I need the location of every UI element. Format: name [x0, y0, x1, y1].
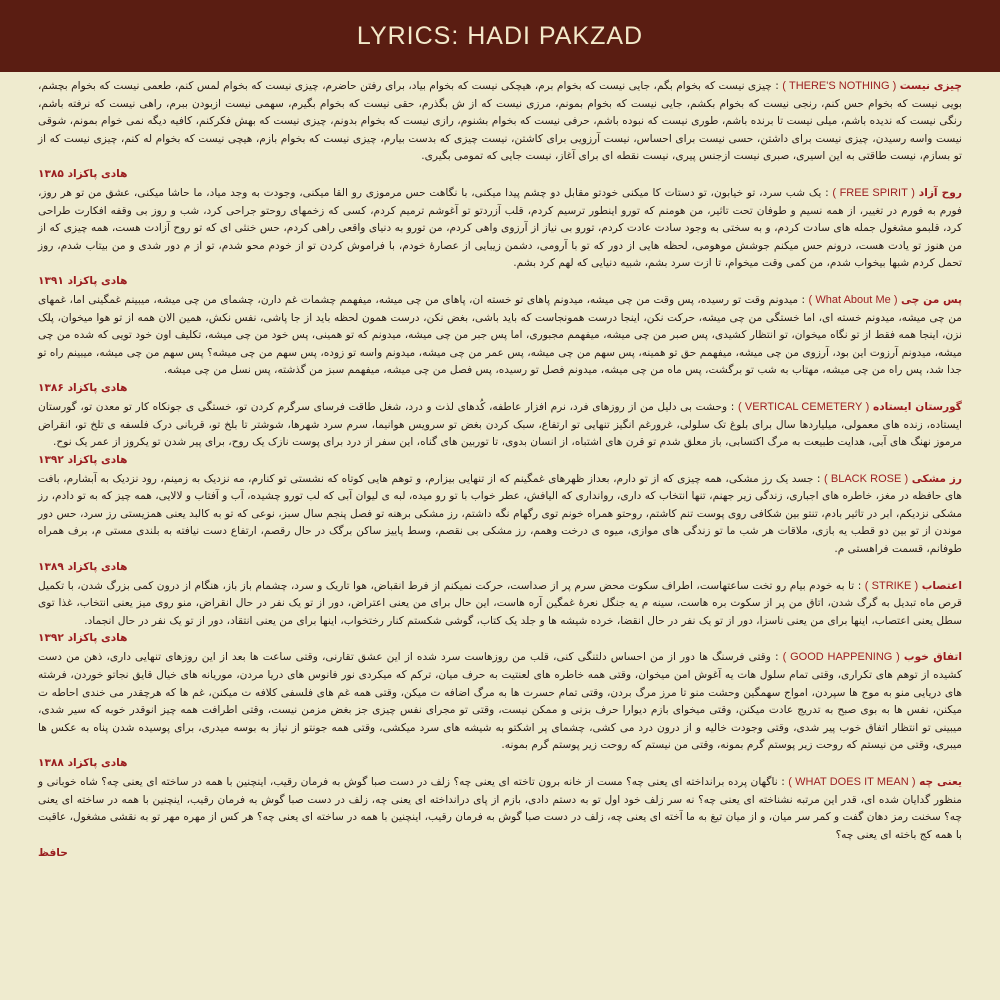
song-credit: هادی پاکزاد ۱۳۹۱ [38, 274, 128, 287]
song-text: گورستان ایستاده ( VERTICAL CEMETERY ) : وحشت بی دلیل من از روزهای فرد، نرم افزار عاطفه، کُدهای لذت و درد، شغل طاقت فرسای سرگرم کردن تو، خستگی ی جونکاه کار تو معدن تو، گورستان ایستاده، زنده های معمولی، میلیاردها سال برای بلوغ تک سلولی، غرورغم انگیز تنهایی تو ارتفاع، سبک کردن بغض تو سرویس هوانیما، سرم سرد شهرها، شوشتر تا بلخ تو، قربانی درک فلسفه ی تلخ تو، انقراض مرموز نهنگ های آبی، هدایت طبیعت به مرگ اکتسابی، باز معلق شدم تو قرن های اشتباه، از انسان بدوی، تا توربین های گناه، این سفر از درد برای پوست نازک یک روح، برای پیر شدن تو یکروز از عمر یک نوح. [38, 400, 962, 449]
song-text: اتفاق خوب ( GOOD HAPPENING ) : وقتی فرسنگ ها دور از من احساس دلتنگی کنی، قلب من روزهاست سرد شده از این عشق تقارنی، وقتی ساعت ها بعد از این روزهای تنهایی داری، ذهن من دست کشیده از توهم های تکراری، وقتی تمام سلول هات یه آغوش امن میخوان، وقتی همه خاطره های لعنتیت به حرف میان، ترکم که میکردی نور فانوس های دریا مردن، موریانه های خیال قایق نجاتو خوردن، فرشته های دریایی منو به موج ها سپردن، امواج سهمگین وحشت منو تا مرز مرگ بردن، وقتی تمام حسرت ها به مرگ اضافه ت میکن، وقتی همه غم های فلسفی کلافه ت میکنن، غم ها که هرچقدر می خندی احاطه ت میکنن، نفس ها به بوی صبح به تدریج عادت میکنن، وقتی میخوای بازم دیوارا حرف بزنی و ممکن نیست، وقتی تو مجرای نفس چیزی جز بغض مزمن نیست، وقتی اطرافت همه چیز انوقدر خوبه که سیر شدی، میبینی تو انتظار اتفاق خوب پیر شدی، وقتی وجودت خالیه و از درون درد می کشی، چشمای پر اشکتو به شیشه های سرد میکشی، وقتی همه جونتو از نیاز به بوسه میدری، برای پوسیده شدن پناه به عکس ها میبری، وقتی من نیستم که روحت زیر پوستم گرم بمونه، وقتی من نیستم که روحت زیر پوستم گرم بمونه. [38, 651, 962, 752]
song-title-en: ( STRIKE ) [864, 579, 919, 592]
lyrics-list [0, 72, 1000, 844]
song-credit: هادی پاکزاد ۱۳۸۶ [38, 381, 128, 394]
song-title-en: ( FREE SPIRIT ) [832, 186, 915, 199]
song-title-fa: رز مشکی [911, 472, 962, 485]
song-text: روح آزاد ( FREE SPIRIT ) : یک شب سرد، تو خیابون، تو دستات کا میکنی خودتو مقابل دو چشم پیدا میکنی، با نگاهت حس مرموزی رو القا میکنی، وجودت به وجد میاد، ما حاشا میکنی، عشق من تو هر روز، فورم به فورم در تغییر، از همه نسیم و طوفان تحت تاثیر، من هومنم که تورو اینطور ترسیم کردم، قلب آزردتو تو آغوشم ترمیم کردم، کسی که زخمهای روحتو جراحی کرد، شب و روز بی وقفه افکارت طراحی کرد، قلبمو مشغول جمله های سادت کردم، و به سختی به وجود سادت عادت کردم، تورو بی نیاز از آرزوی واهی کردم، من تورو به دنیای واقعی راهی کردم، حس خنثی ای که تو روح آزادت هست، همه چیزی که از من هنوز تو یادت هست، درونم حس میکنم جوشش موهومی، لحظه هایی از دور که تو با آرومی، دشمن زیبایی از عصارهٔ خودم، با فراموش کردن تو از خودم محو شدم، تو از م دور شدی و من بیتاب شدم، روز تحمل کردم شبها بیخواب شدم، من کمی وقت میخوام، تا ازت سرد بشم، شبیه دنیایی که لهم کرد بشم. [38, 186, 962, 270]
song-entry [38, 185, 962, 289]
song-text: چیزی نیست ( THERE'S NOTHING ) : چیزی نیست که بخوام بگم، جایی نیست که بخوام برم، هیچکی نیست که بخوام بیاد، برای رفتن حاضرم، چیزی نیست که بخوام لمس کنم، طعمی نیست که بخوام بچشم، بویی نیست که بخوام حس کنم، رنجی نیست که بخوام بکشم، جایی نیست که بخوام بمونم، مرزی نیست که از ش بگذرم، حقی نیست که بخوام بگیرم، سهمی نیست ازبودن ببرم، راهی نیست که نرفته باشم، رنگی نیست که ندیده باشم، میلی نیست تا برنده باشم، طوری نیست که نبوده باشم، حرفی نیست که بخوام بشنوم، رازی نیست که بخوام بدونم، چیزی نیست که بهش فکرکنم، کافیه دیگه نمی خوام بمونم، شوقی نیست واسه رسیدن، چیزی نیست برای داشتن، حسی نیست برای احساس، نیست آرزویی برای کاشتن، نیست چیزی که بدست بیارم، چیزی نیست که بخوام بازم، هیچی نیست که بخوام له کنم، چیزی نیست که از تو بسازم، نیست طاقتی به این اسیری، صبری نیست ازجنس پیری، نیست نقطه ای برای آغاز، نیست جایی که تمومی بگیری. [38, 80, 962, 163]
song-text: رز مشکی ( BLACK ROSE ) : جسد یک رز مشکی، همه چیزی که از تو دارم، بعداز ظهرهای غمگینم که از تنهایی بیزارم، و توهم هایی کوتاه که نشستی تو کنارم، مه نزدیک به زمینم، رود نزدیک به آبشارم، بافت های حافظه در مغز، خاطره های اجباری، زندگی زیر جهنم، تنها انتخاب که داری، روانداری که الیافش، عطر خواب با تو رو میده، لبه ی لیوان آبی که لب تورو چشیده، آب و آفتاب و لالایی، همه چیز که به تو دادم، رز مشکی نزدیکم، ابر در تاثیر بادم، تنتو بین شکافی روی پوست تنم کاشتم، روحتو همراه خونم توی رگهام نگه داشتم، رز مشکی برهنه تو فصل پنجم سال سبز، نوعی که تو به کالبد یعنی همزیستی رز سرد، حس دور موندن از تو بین دو قطب یه بازی، ملاقات هر شب ما تو زندگی های موازی، میوه ی درخت وهمم، رز مشکی بی نقصم، وسط پاییز ساکن برگک در حال رقصم، ارتفاع دست نیافته به بلندی مستی م، برف همراه طوفانم، قسمت فراهستی م. [38, 472, 962, 556]
song-entry [38, 774, 962, 844]
song-lyrics: ناگهان پرده برانداخته ای یعنی چه؟ مست از خانه برون تاخته ای یعنی چه؟ زلف در دست صبا گوش به فرمان رقیب، اینچنین با همه در ساخته ای یعنی چه؟ شاه خوبانی و منظور گدایان شده ای، قدر این مرتبه نشناخته ای یعنی چه؟ نه سر زلف خود اول تو به دستم دادی، بازم از پای درانداخته ای یعنی چه، زلف در دست صبا گوش به فرمان رقیب، اینچنین با همه در ساخته ای یعنی چه؟ سخنت رمز دهان گفت و کمر سر میان، و از میان تیغ به ما آخته ای یعنی چه، زلف در دست صبا گوش به فرمان رقیب، اینچنین با همه در ساخته ای یعنی چه؟ هر کس از مهره مهر تو به نقشی مشغول، عاقبت با همه کج باخته ای یعنی چه؟ [38, 776, 962, 841]
song-credit: هادی پاکزاد ۱۳۸۹ [38, 560, 128, 573]
song-lyrics: جسد یک رز مشکی، همه چیزی که از تو دارم، بعداز ظهرهای غمگینم که از تنهایی بیزارم، و توهم هایی کوتاه که نشستی تو کنارم، مه نزدیک به زمینم، رود نزدیک به آبشارم، بافت های حافظه در مغز، خاطره های اجباری، زندگی زیر جهنم، تنها انتخاب که داری، روانداری که الیافش، عطر خواب با تو رو میده، لبه ی لیوان آبی که لب تورو چشیده، آب و آفتاب و لالایی، همه چیز که به تو دادم، رز مشکی نزدیکم، ابر در تاثیر بادم، تنتو بین شکافی روی پوست تنم کاشتم، روحتو همراه خونم توی رگهام نگه داشتم، رز مشکی برهنه تو فصل پنجم سال سبز، نوعی که تو به کالبد یعنی همزیستی رز سرد، حس دور موندن از تو بین دو قطب یه بازی، ملاقات هر شب ما تو زندگی های موازی، میوه ی درخت وهمم، رز مشکی بی نقصم، وسط پاییز ساکن برگک در حال رقصم، ارتفاع دست نیافته به بلندی مستی م، برف همراه طوفانم، قسمت فراهستی م. [38, 472, 962, 556]
song-entry [38, 471, 962, 575]
song-entry [38, 78, 962, 182]
song-credit: هادی پاکزاد ۱۳۹۲ [38, 453, 128, 466]
song-entry [38, 292, 962, 396]
song-title-fa: گورستان ایستاده [872, 400, 962, 413]
song-title-fa: چیزی نیست [899, 80, 962, 92]
song-title-en: ( What About Me ) [808, 293, 898, 306]
song-title-en: ( GOOD HAPPENING ) [782, 651, 900, 664]
poet-credit: حافظ [38, 847, 68, 860]
song-credit: هادی پاکزاد ۱۳۹۲ [38, 632, 128, 645]
song-lyrics: وقتی فرسنگ ها دور از من احساس دلتنگی کنی، قلب من روزهاست سرد شده از این عشق تقارنی، وقتی ساعت ها بعد از این روزهای تنهایی داری، ذهن من دست کشیده از توهم های تکراری، وقتی تمام سلول هات یه آغوش امن میخوان، وقتی همه خاطره های لعنتیت به حرف میان، ترکم که میکردی نور فانوس های دریا مردن، موریانه های خیال قایق نجاتو خوردن، فرشته های دریایی منو به موج ها سپردن، امواج سهمگین وحشت منو تا مرز مرگ بردن، وقتی تمام حسرت ها به مرگ اضافه ت میکن، وقتی همه غم های فلسفی کلافه ت میکنن، غم ها که هرچقدر می خندی احاطه ت میکنن، نفس ها به بوی صبح به تدریج عادت میکنن، وقتی میخوای بازم دیوارا حرف بزنی و ممکن نیست، وقتی تو مجرای نفس چیزی جز بغض مزمن نیست، وقتی اطرافت همه چیز انوقدر خوبه که سیر شدی، میبینی تو انتظار اتفاق خوب پیر شدی، وقتی وجودت خالیه و از درون درد می کشی، چشمای پر اشکتو به شیشه های سرد میکشی، وقتی همه جونتو از نیاز به بوسه میدری، برای پوسیده شدن پناه به عکس ها میبری، وقتی من نیستم که روحت زیر پوستم گرم بمونه، وقتی من نیستم که روحت زیر پوستم گرم بمونه. [38, 651, 962, 752]
song-title-fa: یعنی چه [919, 776, 962, 788]
song-lyrics: تا به خودم بیام رو تخت ساعتهاست، اطراف سکوت محض سرم پر از صداست، حرکت نمیکنم از فرط انقباض، هوا تاریک و سرد، چشمام باز باز، هنگام از درون کمی بزرگ شدن، با تکمیل قرص ماه تبدیل به گرگ شدن، اتاق من پر از سکوت بره هاست، سینه م یه جنگل نعرهٔ غمگین آره هاست، این حال برای من یعنی اعتراض، دور از تو یک نفر در حال انقراض، منو روی میز یعنی انتخاب، غذا توی سطل یعنی اعتصاب، اینها برای من یعنی ناسزا، دور از تو یک نفر در حال انقضا، خرده شیشه ها و جلد یک کتاب، گوشی شکستم کنار رختخواب، اینها برای من یعنی انتقاد، دور از تو یک نفر در حال انجماد. [38, 579, 962, 627]
song-text: اعتصاب ( STRIKE ) : تا به خودم بیام رو تخت ساعتهاست، اطراف سکوت محض سرم پر از صداست، حرکت نمیکنم از فرط انقباض، هوا تاریک و سرد، چشمام باز باز، هنگام از درون کمی بزرگ شدن، با تکمیل قرص ماه تبدیل به گرگ شدن، اتاق من پر از سکوت بره هاست، سینه م یه جنگل نعرهٔ غمگین آره هاست، این حال برای من یعنی اعتراض، دور از تو یک نفر در حال انقراض، منو روی میز یعنی انتخاب، غذا توی سطل یعنی اعتصاب، اینها برای من یعنی ناسزا، دور از تو یک نفر در حال انقضا، خرده شیشه ها و جلد یک کتاب، گوشی شکستم کنار رختخواب، اینها برای من یعنی انتقاد، دور از تو یک نفر در حال انجماد. [38, 579, 962, 627]
song-credit: هادی پاکزاد ۱۳۸۵ [38, 167, 128, 180]
song-title-en: ( BLACK ROSE ) [824, 472, 909, 485]
song-title-fa: روح آزاد [918, 186, 962, 199]
song-title-fa: پس من چی [901, 293, 962, 306]
song-entry [38, 578, 962, 647]
song-lyrics: چیزی نیست که بخوام بگم، جایی نیست که بخوام برم، هیچکی نیست که بخوام بیاد، برای رفتن حاضرم، چیزی نیست که بخوام لمس کنم، طعمی نیست که بخوام بچشم، بویی نیست که بخوام حس کنم، رنجی نیست که بخوام بکشم، جایی نیست که بخوام بمونم، مرزی نیست که از ش بگذرم، حقی نیست که بخوام بگیرم، سهمی نیست ازبودن ببرم، راهی نیست که نرفته باشم، رنگی نیست که ندیده باشم، میلی نیست تا برنده باشم، طوری نیست که نبوده باشم، حرفی نیست که بخوام بشنوم، رازی نیست که بخوام بدونم، چیزی نیست که بهش فکرکنم، کافیه دیگه نمی خوام بمونم، شوقی نیست واسه رسیدن، چیزی نیست برای داشتن، حسی نیست برای احساس، نیست آرزویی برای کاشتن، نیست چیزی که بدست بیارم، چیزی نیست که بخوام بازم، هیچی نیست که بخوام له کنم، چیزی نیست که از تو بسازم، نیست طاقتی به این اسیری، صبری نیست ازجنس پیری، نیست نقطه ای برای آغاز، نیست جایی که تمومی بگیری. [38, 80, 962, 163]
song-lyrics: یک شب سرد، تو خیابون، تو دستات کا میکنی خودتو مقابل دو چشم پیدا میکنی، با نگاهت حس مرموزی رو القا میکنی، وجودت به وجد میاد، ما حاشا میکنی، عشق من تو هر روز، فورم به فورم در تغییر، از همه نسیم و طوفان تحت تاثیر، من هومنم که تورو اینطور ترسیم کردم، قلب آزردتو تو آغوشم ترمیم کردم، کسی که زخمهای روحتو جراحی کرد، شب و روز بی وقفه افکارت طراحی کرد، قلبمو مشغول جمله های سادت کردم، و به سختی به وجود سادت عادت کردم، تورو بی نیاز از آرزوی واهی کردم، من تورو به دنیای واقعی راهی کردم، حس خنثی ای که تو روح آزادت هست، همه چیزی که از من هنوز تو یادت هست، درونم حس میکنم جوشش موهومی، لحظه هایی از دور که تو با آرومی، دشمن زیبایی از عصارهٔ خودم، با فراموش کردن تو از خودم محو شدم، تو از م دور شدی و من بیتاب شدم، روز تحمل کردم شبها بیخواب شدم، من کمی وقت میخوام، تا ازت سرد بشم، شبیه دنیایی که لهم کرد بشم. [38, 186, 962, 270]
song-title-en: ( VERTICAL CEMETERY ) [737, 400, 870, 413]
song-lyrics: میدونم وقت تو رسیده، پس وقت من چی میشه، میدونم پاهای تو خسته ان، پاهای من چی میشه، میفهمم چشمات غم دارن، چشمای من چی میشه، میبینم غمگینی اما، غمهای من چی میشه، میدونم خسته ای، اما خستگی من چی میشه، حرکت نکن، اینجا درست همونجاست که باید باشی، بغض نکن، درست همون لحظه باید از جا پاشی، نفس نکش، همین الان همه از تو هوا میخوان، پلک نزن، اینجا همه فقط از تو نگاه میخوان، تو انتظار کشیدی، پس صبر من چی میشه، میفهمم مجبوری، اما پس جبر من چی میشه، میدونم که تو همینی، پس خود من چی میشه، تکلیف اون خود تویی که شده من چی میشه، میدونم آرزوت این بود، آرزوی من چی میشه، میفهمم حق تو همینه، پس سهم من چی میشه، پس عمر من چی میشه، میدونم واسه تو زوده، پس سهم من چی میشه؟ پس سهم من چی میشه، میبینم راه تو جدا شد، پس راه من چی میشه، مهتاب به شب تو برگشت، پس ماه من چی میشه، میدونم فصل تو رسیده، پس فصل من چی میشه، میفهمم سبز من گذشته، پس نسل من چی میشه. [38, 293, 962, 377]
header-bar [0, 0, 1000, 72]
song-entry [38, 649, 962, 771]
song-credit: هادی پاکزاد ۱۳۸۸ [38, 757, 128, 769]
song-text: پس من چی ( What About Me ) : میدونم وقت تو رسیده، پس وقت من چی میشه، میدونم پاهای تو خسته ان، پاهای من چی میشه، میفهمم چشمات غم دارن، چشمای من چی میشه، میبینم غمگینی اما، غمهای من چی میشه، میدونم خسته ای، اما خستگی من چی میشه، حرکت نکن، اینجا درست همونجاست که باید باشی، بغض نکن، درست همون لحظه باید از جا پاشی، نفس نکش، همین الان همه از تو هوا میخوان، پلک نزن، اینجا همه فقط از تو نگاه میخوان، تو انتظار کشیدی، پس صبر من چی میشه، میفهمم مجبوری، اما پس جبر من چی میشه، میدونم که تو همینی، پس خود من چی میشه، تکلیف اون خود تویی که شده من چی میشه، میدونم آرزوت این بود، آرزوی من چی میشه، میفهمم حق تو همینه، پس سهم من چی میشه، پس عمر من چی میشه، میدونم واسه تو زوده، پس سهم من چی میشه؟ پس سهم من چی میشه، میبینم راه تو جدا شد، پس راه من چی میشه، مهتاب به شب تو برگشت، پس ماه من چی میشه، میدونم فصل تو رسیده، پس فصل من چی میشه، میفهمم سبز من گذشته، پس نسل من چی میشه. [38, 293, 962, 377]
song-lyrics: وحشت بی دلیل من از روزهای فرد، نرم افزار عاطفه، کُدهای لذت و درد، شغل طاقت فرسای سرگرم کردن تو، خستگی ی جونکاه کار تو معدن تو، گورستان ایستاده، زنده های معمولی، میلیاردها سال برای بلوغ تک سلولی، غرورغم انگیز تنهایی تو ارتفاع، سبک کردن بغض تو سرویس هوانیما، سرم سرد شهرها، شوشتر تا بلخ تو، قربانی درک فلسفه ی تلخ تو، انقراض مرموز نهنگ های آبی، هدایت طبیعت به مرگ اکتسابی، باز معلق شدم تو قرن های اشتباه، از انسان بدوی، تا توربین های گناه، این سفر از درد برای پوست نازک یک روح، برای پیر شدن تو یکروز از عمر یک نوح. [38, 400, 962, 449]
song-title-fa: اتفاق خوب [903, 651, 962, 664]
song-title-en: ( WHAT DOES IT MEAN ) [788, 776, 916, 788]
song-text: یعنی چه ( WHAT DOES IT MEAN ) : ناگهان پرده برانداخته ای یعنی چه؟ مست از خانه برون تاخته ای یعنی چه؟ زلف در دست صبا گوش به فرمان رقیب، اینچنین با همه در ساخته ای یعنی چه؟ شاه خوبانی و منظور گدایان شده ای، قدر این مرتبه نشناخته ای یعنی چه؟ نه سر زلف خود اول تو به دستم دادی، بازم از پای درانداخته ای یعنی چه، زلف در دست صبا گوش به فرمان رقیب، اینچنین با همه در ساخته ای یعنی چه؟ سخنت رمز دهان گفت و کمر سر میان، و از میان تیغ به ما آخته ای یعنی چه، زلف در دست صبا گوش به فرمان رقیب، اینچنین با همه در ساخته ای یعنی چه؟ هر کس از مهره مهر تو به نقشی مشغول، عاقبت با همه کج باخته ای یعنی چه؟ [38, 776, 962, 841]
song-title-en: ( THERE'S NOTHING ) [782, 80, 897, 92]
song-entry [38, 399, 962, 468]
song-title-fa: اعتصاب [921, 579, 962, 592]
page-title: LYRICS: HADI PAKZAD [356, 21, 644, 50]
